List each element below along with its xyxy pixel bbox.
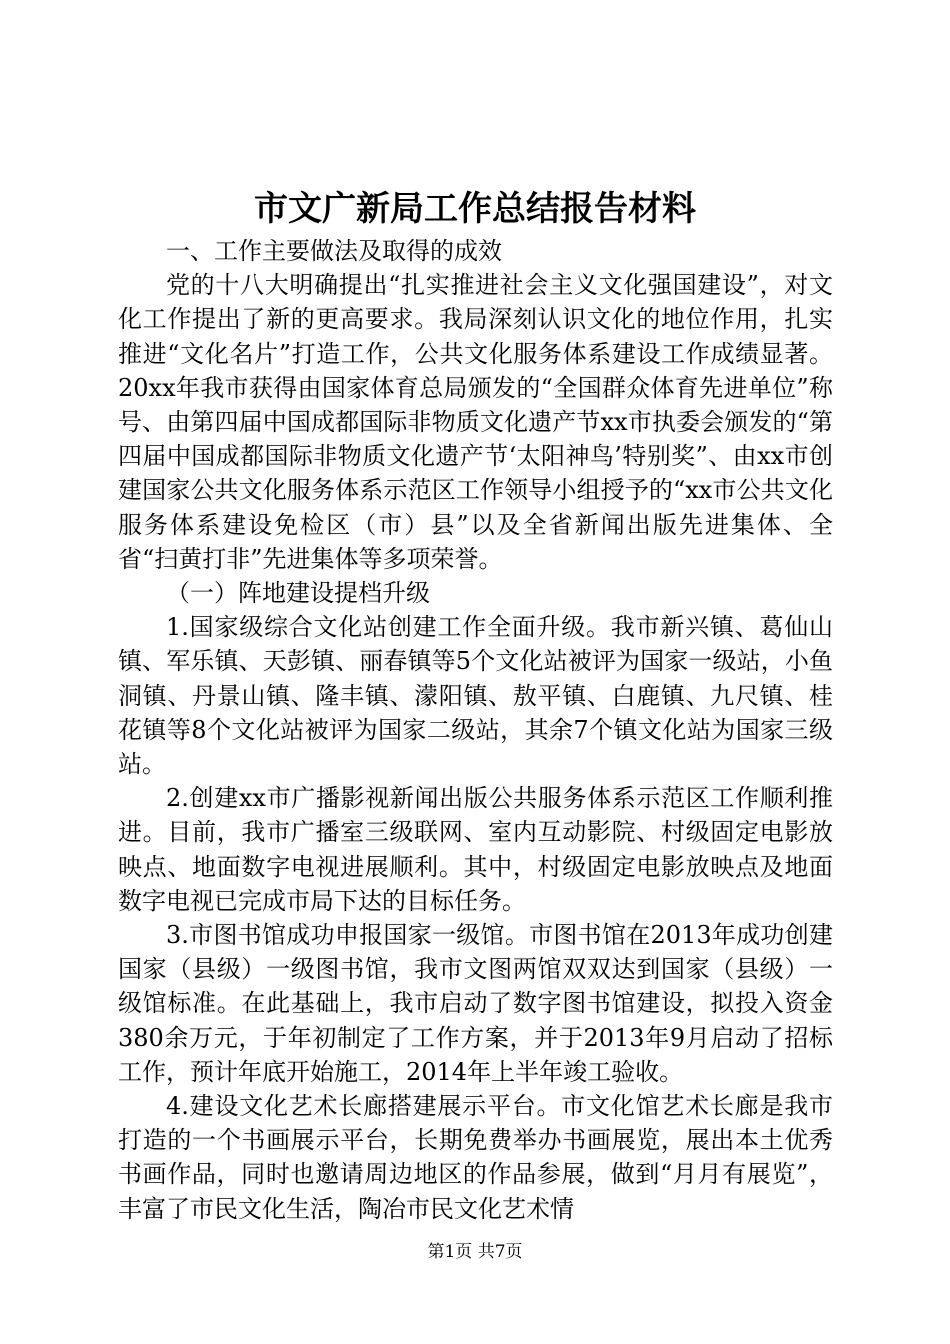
body-paragraph: 党的十八大明确提出“扎实推进社会主义文化强国建设”，对文化工作提出了新的更高要求。我局深刻认识文化的地位作用，扎实推进“文化名片”打造工作，公共文化服务体系建设工作成绩显著。20xx年我市获得由国家体育总局颁发的“全国群众体育先进单位”称号、由第四届中国成都国际非物质文化遗产节xx市执委会颁发的“第四届中国成都国际非物质文化遗产节‘太阳神鸟’特别奖”、由xx市创建国家公共文化服务体系示范区工作领导小组授予的“xx市公共文化服务体系建设免检区（市）县”以及全省新闻出版先进集体、全省“扫黄打非”先进集体等多项荣誉。	[118, 271, 833, 573]
section-heading: 一、工作主要做法及取得的成效	[166, 237, 502, 265]
page-footer: 第1页 共7页	[427, 1242, 523, 1262]
body-paragraph: 1.国家级综合文化站创建工作全面升级。我市新兴镇、葛仙山镇、军乐镇、天彭镇、丽春镇等5个文化站被评为国家一级站，小鱼洞镇、丹景山镇、隆丰镇、濛阳镇、敖平镇、白鹿镇、九尺镇、桂花镇等8个文化站被评为国家二级站，其余7个镇文化站为国家三级站。	[118, 613, 833, 779]
document-body	[118, 234, 833, 1226]
document-title: 市文广新局工作总结报告材料	[254, 189, 696, 229]
subsection-heading: （一）阵地建设提档升级	[166, 579, 430, 608]
body-paragraph: 2.创建xx市广播影视新闻出版公共服务体系示范区工作顺利推进。目前，我市广播室三级联网、室内互动影院、村级固定电影放映点、地面数字电视进展顺利。其中，村级固定电影放映点及地面数字电视已完成市局下达的目标任务。	[118, 784, 833, 915]
body-paragraph: 3.市图书馆成功申报国家一级馆。市图书馆在2013年成功创建国家（县级）一级图书馆，我市文图两馆双双达到国家（县级）一级馆标准。在此基础上，我市启动了数字图书馆建设，拟投入资金380余万元，于年初制定了工作方案，并于2013年9月启动了招标工作，预计年底开始施工，2014年上半年竣工验收。	[118, 921, 833, 1086]
body-paragraph: 4.建设文化艺术长廊搭建展示平台。市文化馆艺术长廊是我市打造的一个书画展示平台，长期免费举办书画展览，展出本土优秀书画作品，同时也邀请周边地区的作品参展，做到“月月有展览”，丰富了市民文化生活，陶冶市民文化艺术情	[118, 1092, 833, 1223]
